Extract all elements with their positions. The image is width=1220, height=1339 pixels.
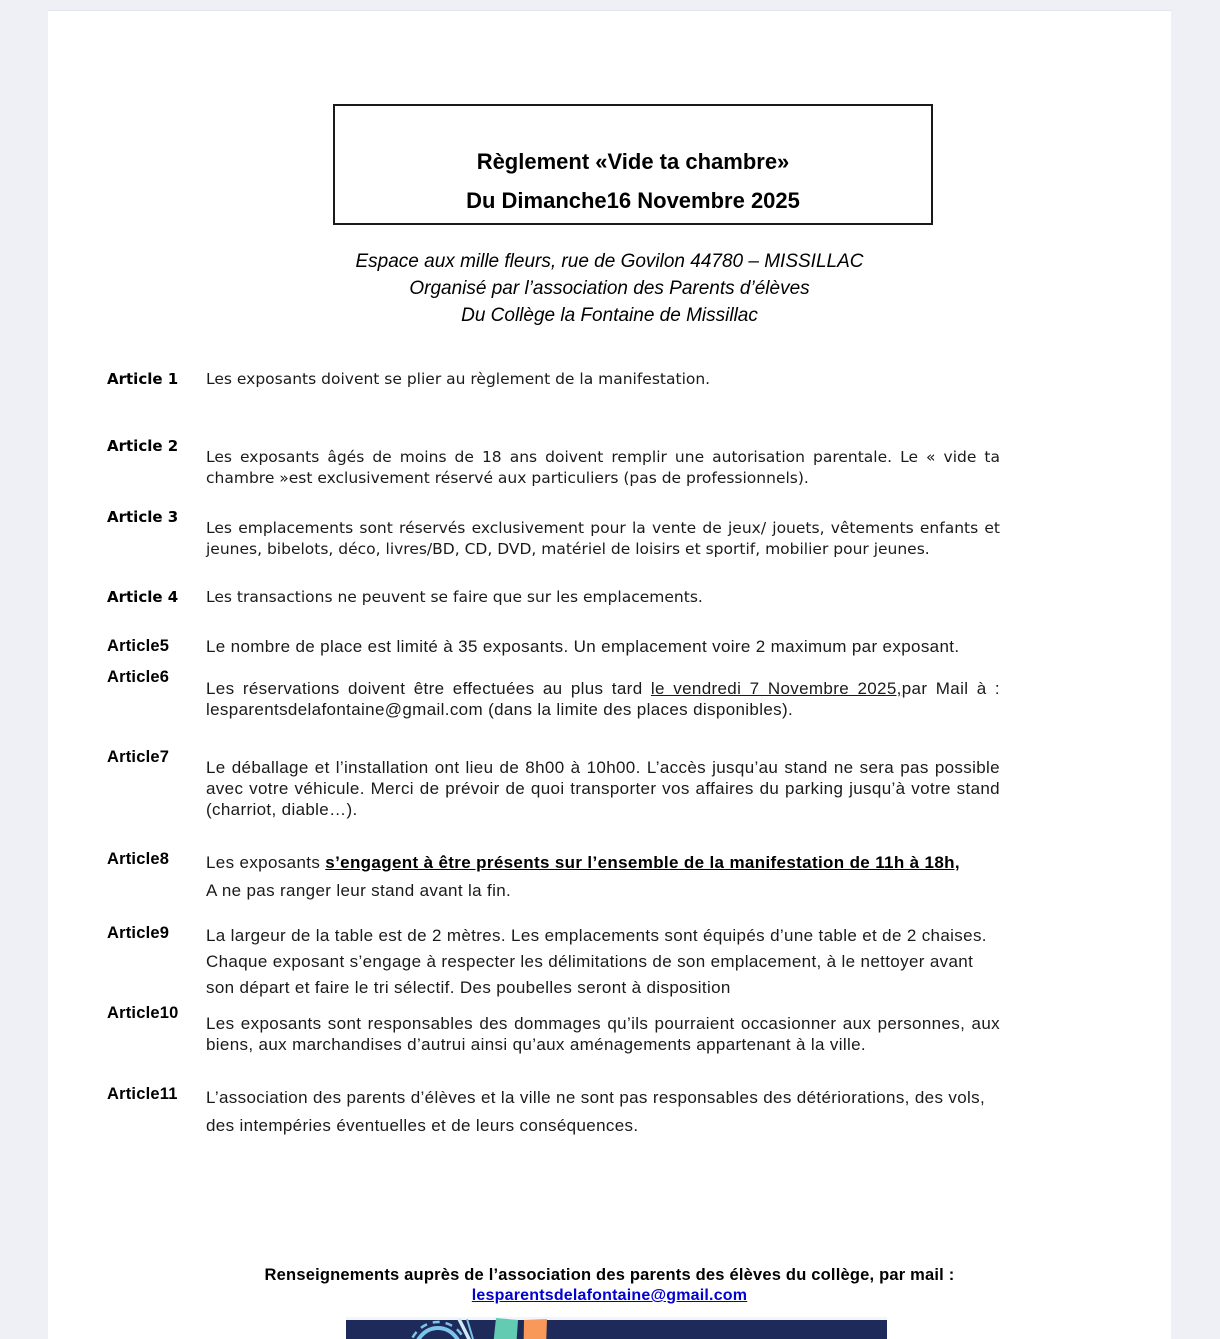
article-11 [107,1084,1000,1140]
article-7-label: Article7 [107,748,170,766]
article-6-text [206,667,1000,720]
article-5-label: Article5 [107,637,170,655]
footer-contact-text: Renseignements auprès de l’association des parents des élèves du collège, par mail : [264,1266,955,1284]
article-6-text-before: Les réservations doivent être effectuées au plus tard [206,679,651,698]
article-11-label: Article11 [107,1085,178,1103]
article-8-label: Article8 [107,850,170,868]
footer-email-link[interactable]: lesparentsdelafontaine@gmail.com [471,1287,748,1304]
subtitle-line-1: Espace aux mille fleurs, rue de Govilon 44780 – MISSILLAC [355,251,864,272]
articles-section [107,369,1000,1140]
article-9-label: Article9 [107,924,170,942]
article-6-deadline-underlined: le vendredi 7 Novembre 2025, [650,679,902,698]
article-8-line-1 [206,849,1000,877]
article-3-text: Les emplacements sont réservés exclusivement pour la vente de jeux/ jouets, vêtements enfants et jeunes, bibelots, déco, livres/BD, CD, DVD, matériel de loisirs et sportif, mobilier pour jeunes. [206,519,1000,558]
article-4 [107,587,1000,608]
subtitle-line-3: Du Collège la Fontaine de Missillac [461,305,758,326]
article-5 [107,636,1000,657]
article-7 [107,747,1000,820]
article-4-text: Les transactions ne peuvent se faire que sur les emplacements. [206,588,703,606]
document-page [48,10,1171,1339]
article-8-text-before: Les exposants [206,853,326,872]
article-11-text: L’association des parents d’élèves et la ville ne sont pas responsables des détériorations, des vols, des intempéries éventuelles et de leurs conséquences. [206,1088,986,1135]
doc-title-line2: Du Dimanche16 Novembre 2025 [466,188,800,213]
article-6 [107,667,1000,720]
article-4-label: Article 4 [107,588,179,606]
article-10-label: Article10 [107,1004,179,1022]
event-banner-image [346,1317,887,1339]
subtitle [48,248,1171,329]
article-8 [107,849,1000,905]
article-3 [107,507,1000,560]
article-1-label: Article 1 [107,370,179,388]
article-10-text: Les exposants sont responsables des dommages qu’ils pourraient occasionner aux personnes, aux biens, aux marchandises d’autrui ainsi qu’aux aménagements appartenant à la ville. [206,1014,1000,1054]
article-8-commitment-bold-underlined: s’engagent à être présents sur l’ensemble de la manifestation de 11h à 18h, [325,853,960,872]
article-6-text-after: par Mail à : lesparentsdelafontaine@gmail.com (dans la limite des places disponibles). [206,679,1000,719]
article-3-label: Article 3 [107,508,179,526]
article-9 [107,923,1000,1001]
article-10 [107,1003,1000,1055]
article-2-label: Article 2 [107,437,179,455]
article-2 [107,436,1000,489]
title-box [333,104,933,225]
article-1 [107,369,1000,390]
article-6-label: Article6 [107,668,170,686]
article-7-text: Le déballage et l’installation ont lieu de 8h00 à 10h00. L’accès jusqu’au stand ne sera pas possible avec votre véhicule. Merci de prévoir de quoi transporter vos affaires du parking jusqu’à votre stand (charriot, diable…). [206,758,1000,819]
article-8-line-2: A ne pas ranger leur stand avant la fin. [206,881,512,900]
article-5-text: Le nombre de place est limité à 35 exposants. Un emplacement voire 2 maximum par exposant. [206,637,960,656]
article-1-text: Les exposants doivent se plier au règlement de la manifestation. [206,370,711,388]
footer [48,1265,1171,1305]
article-9-text: La largeur de la table est de 2 mètres. Les emplacements sont équipés d’une table et de 2 chaises. Chaque exposant s’engage à respecter les délimitations de son emplacement, à le nettoyer avant son départ et faire le tri sélectif. Des poubelles seront à disposition [206,926,987,997]
banner-graphic [346,1317,887,1339]
doc-title-line1: Règlement «Vide ta chambre» [476,149,790,174]
subtitle-line-2: Organisé par l’association des Parents d’élèves [409,278,810,299]
article-8-text [206,849,1000,905]
article-2-text: Les exposants âgés de moins de 18 ans doivent remplir une autorisation parentale. Le « vide ta chambre »est exclusivement réservé aux particuliers (pas de professionnels). [206,448,1000,487]
